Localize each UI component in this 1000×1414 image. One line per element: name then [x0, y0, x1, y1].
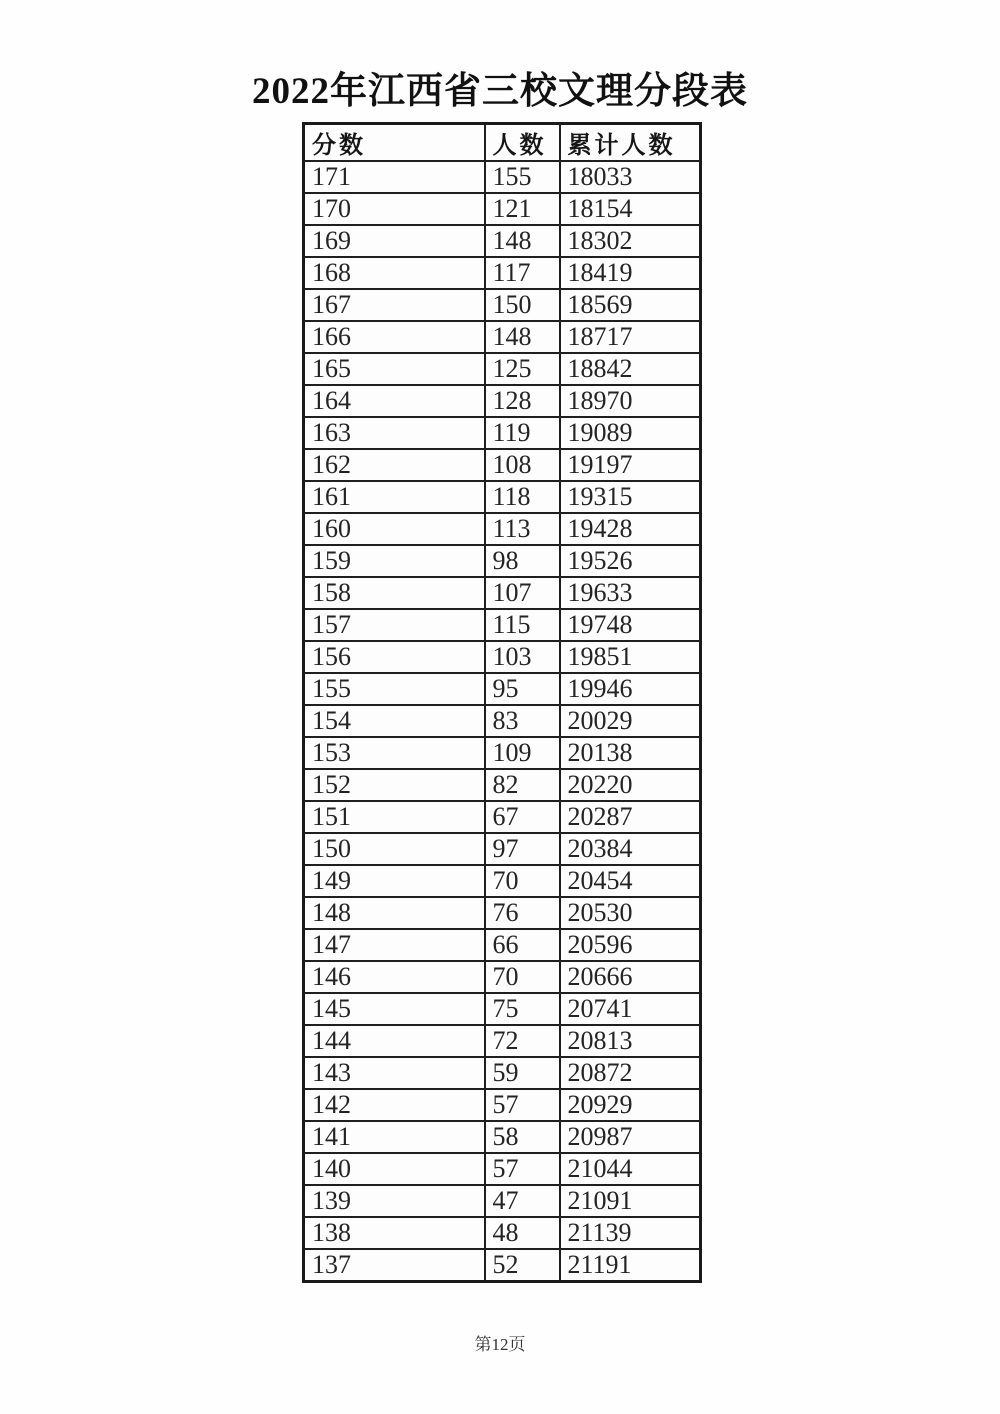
score-distribution-table	[302, 122, 702, 1283]
cumulative-cell: 20029	[560, 705, 701, 737]
score-cell: 146	[304, 961, 485, 993]
table-row	[304, 1121, 701, 1153]
score-cell: 156	[304, 641, 485, 673]
count-cell: 125	[485, 353, 560, 385]
cumulative-cell: 19946	[560, 673, 701, 705]
cumulative-cell: 20454	[560, 865, 701, 897]
count-cell: 95	[485, 673, 560, 705]
table-row	[304, 545, 701, 577]
table-row	[304, 609, 701, 641]
cumulative-cell: 20287	[560, 801, 701, 833]
table-row	[304, 801, 701, 833]
header-row	[304, 124, 701, 162]
score-cell: 150	[304, 833, 485, 865]
score-cell: 151	[304, 801, 485, 833]
cumulative-cell: 20813	[560, 1025, 701, 1057]
cumulative-cell: 19633	[560, 577, 701, 609]
cumulative-cell: 20384	[560, 833, 701, 865]
table-row	[304, 225, 701, 257]
table-row	[304, 1153, 701, 1185]
table-row	[304, 1185, 701, 1217]
count-cell: 82	[485, 769, 560, 801]
cumulative-cell: 21091	[560, 1185, 701, 1217]
cumulative-cell: 19428	[560, 513, 701, 545]
table-row	[304, 1025, 701, 1057]
count-cell: 70	[485, 865, 560, 897]
cumulative-cell: 19197	[560, 449, 701, 481]
score-cell: 167	[304, 289, 485, 321]
table-row	[304, 321, 701, 353]
table-row	[304, 769, 701, 801]
score-cell: 157	[304, 609, 485, 641]
cumulative-cell: 19526	[560, 545, 701, 577]
cumulative-cell: 19851	[560, 641, 701, 673]
count-cell: 58	[485, 1121, 560, 1153]
table-row	[304, 513, 701, 545]
count-cell: 148	[485, 225, 560, 257]
table-row	[304, 417, 701, 449]
count-cell: 98	[485, 545, 560, 577]
count-cell: 57	[485, 1089, 560, 1121]
score-cell: 164	[304, 385, 485, 417]
score-cell: 152	[304, 769, 485, 801]
score-cell: 149	[304, 865, 485, 897]
table-row	[304, 257, 701, 289]
table-row	[304, 1249, 701, 1282]
score-cell: 162	[304, 449, 485, 481]
score-cell: 170	[304, 193, 485, 225]
count-cell: 115	[485, 609, 560, 641]
count-column-header: 人数	[485, 124, 560, 162]
score-cell: 141	[304, 1121, 485, 1153]
score-cell: 153	[304, 737, 485, 769]
table-row	[304, 385, 701, 417]
table-row	[304, 353, 701, 385]
count-cell: 103	[485, 641, 560, 673]
cumulative-cell: 19748	[560, 609, 701, 641]
table-row	[304, 993, 701, 1025]
cumulative-cell: 21044	[560, 1153, 701, 1185]
score-cell: 161	[304, 481, 485, 513]
cumulative-column-header: 累计人数	[560, 124, 701, 162]
table-body	[304, 161, 701, 1282]
table-row	[304, 1217, 701, 1249]
score-cell: 166	[304, 321, 485, 353]
count-cell: 118	[485, 481, 560, 513]
table-row	[304, 289, 701, 321]
score-column-header: 分数	[304, 124, 485, 162]
table-row	[304, 161, 701, 193]
count-cell: 48	[485, 1217, 560, 1249]
table-row	[304, 577, 701, 609]
score-cell: 158	[304, 577, 485, 609]
cumulative-cell: 18842	[560, 353, 701, 385]
table-row	[304, 865, 701, 897]
table-row	[304, 961, 701, 993]
table-row	[304, 897, 701, 929]
score-cell: 155	[304, 673, 485, 705]
score-cell: 160	[304, 513, 485, 545]
table-row	[304, 1057, 701, 1089]
count-cell: 117	[485, 257, 560, 289]
cumulative-cell: 20666	[560, 961, 701, 993]
cumulative-cell: 20530	[560, 897, 701, 929]
count-cell: 52	[485, 1249, 560, 1282]
count-cell: 47	[485, 1185, 560, 1217]
score-cell: 143	[304, 1057, 485, 1089]
count-cell: 75	[485, 993, 560, 1025]
score-cell: 142	[304, 1089, 485, 1121]
cumulative-cell: 20220	[560, 769, 701, 801]
count-cell: 108	[485, 449, 560, 481]
count-cell: 107	[485, 577, 560, 609]
table-row	[304, 705, 701, 737]
page-title: 2022年江西省三校文理分段表	[252, 71, 748, 112]
count-cell: 97	[485, 833, 560, 865]
score-cell: 159	[304, 545, 485, 577]
cumulative-cell: 18154	[560, 193, 701, 225]
count-cell: 67	[485, 801, 560, 833]
count-cell: 121	[485, 193, 560, 225]
score-cell: 168	[304, 257, 485, 289]
table-row	[304, 833, 701, 865]
score-cell: 148	[304, 897, 485, 929]
cumulative-cell: 21191	[560, 1249, 701, 1282]
table-row	[304, 641, 701, 673]
cumulative-cell: 20741	[560, 993, 701, 1025]
count-cell: 59	[485, 1057, 560, 1089]
table-row	[304, 449, 701, 481]
table-row	[304, 1089, 701, 1121]
cumulative-cell: 20138	[560, 737, 701, 769]
cumulative-cell: 18717	[560, 321, 701, 353]
count-cell: 76	[485, 897, 560, 929]
count-cell: 72	[485, 1025, 560, 1057]
count-cell: 155	[485, 161, 560, 193]
table-row	[304, 929, 701, 961]
cumulative-cell: 20596	[560, 929, 701, 961]
count-cell: 109	[485, 737, 560, 769]
cumulative-cell: 19089	[560, 417, 701, 449]
score-cell: 165	[304, 353, 485, 385]
count-cell: 83	[485, 705, 560, 737]
cumulative-cell: 18302	[560, 225, 701, 257]
score-cell: 147	[304, 929, 485, 961]
cumulative-cell: 18033	[560, 161, 701, 193]
score-cell: 138	[304, 1217, 485, 1249]
count-cell: 66	[485, 929, 560, 961]
count-cell: 150	[485, 289, 560, 321]
cumulative-cell: 18970	[560, 385, 701, 417]
table-header	[304, 124, 701, 162]
cumulative-cell: 20987	[560, 1121, 701, 1153]
count-cell: 70	[485, 961, 560, 993]
table-row	[304, 481, 701, 513]
table-row	[304, 193, 701, 225]
cumulative-cell: 18569	[560, 289, 701, 321]
score-cell: 145	[304, 993, 485, 1025]
count-cell: 119	[485, 417, 560, 449]
cumulative-cell: 19315	[560, 481, 701, 513]
score-cell: 137	[304, 1249, 485, 1282]
cumulative-cell: 18419	[560, 257, 701, 289]
page-number: 第12页	[474, 1335, 526, 1354]
count-cell: 128	[485, 385, 560, 417]
table-row	[304, 673, 701, 705]
score-cell: 144	[304, 1025, 485, 1057]
score-cell: 169	[304, 225, 485, 257]
count-cell: 148	[485, 321, 560, 353]
score-cell: 139	[304, 1185, 485, 1217]
score-cell: 171	[304, 161, 485, 193]
cumulative-cell: 20872	[560, 1057, 701, 1089]
count-cell: 113	[485, 513, 560, 545]
table-row	[304, 737, 701, 769]
score-cell: 140	[304, 1153, 485, 1185]
score-cell: 154	[304, 705, 485, 737]
count-cell: 57	[485, 1153, 560, 1185]
cumulative-cell: 20929	[560, 1089, 701, 1121]
score-cell: 163	[304, 417, 485, 449]
cumulative-cell: 21139	[560, 1217, 701, 1249]
